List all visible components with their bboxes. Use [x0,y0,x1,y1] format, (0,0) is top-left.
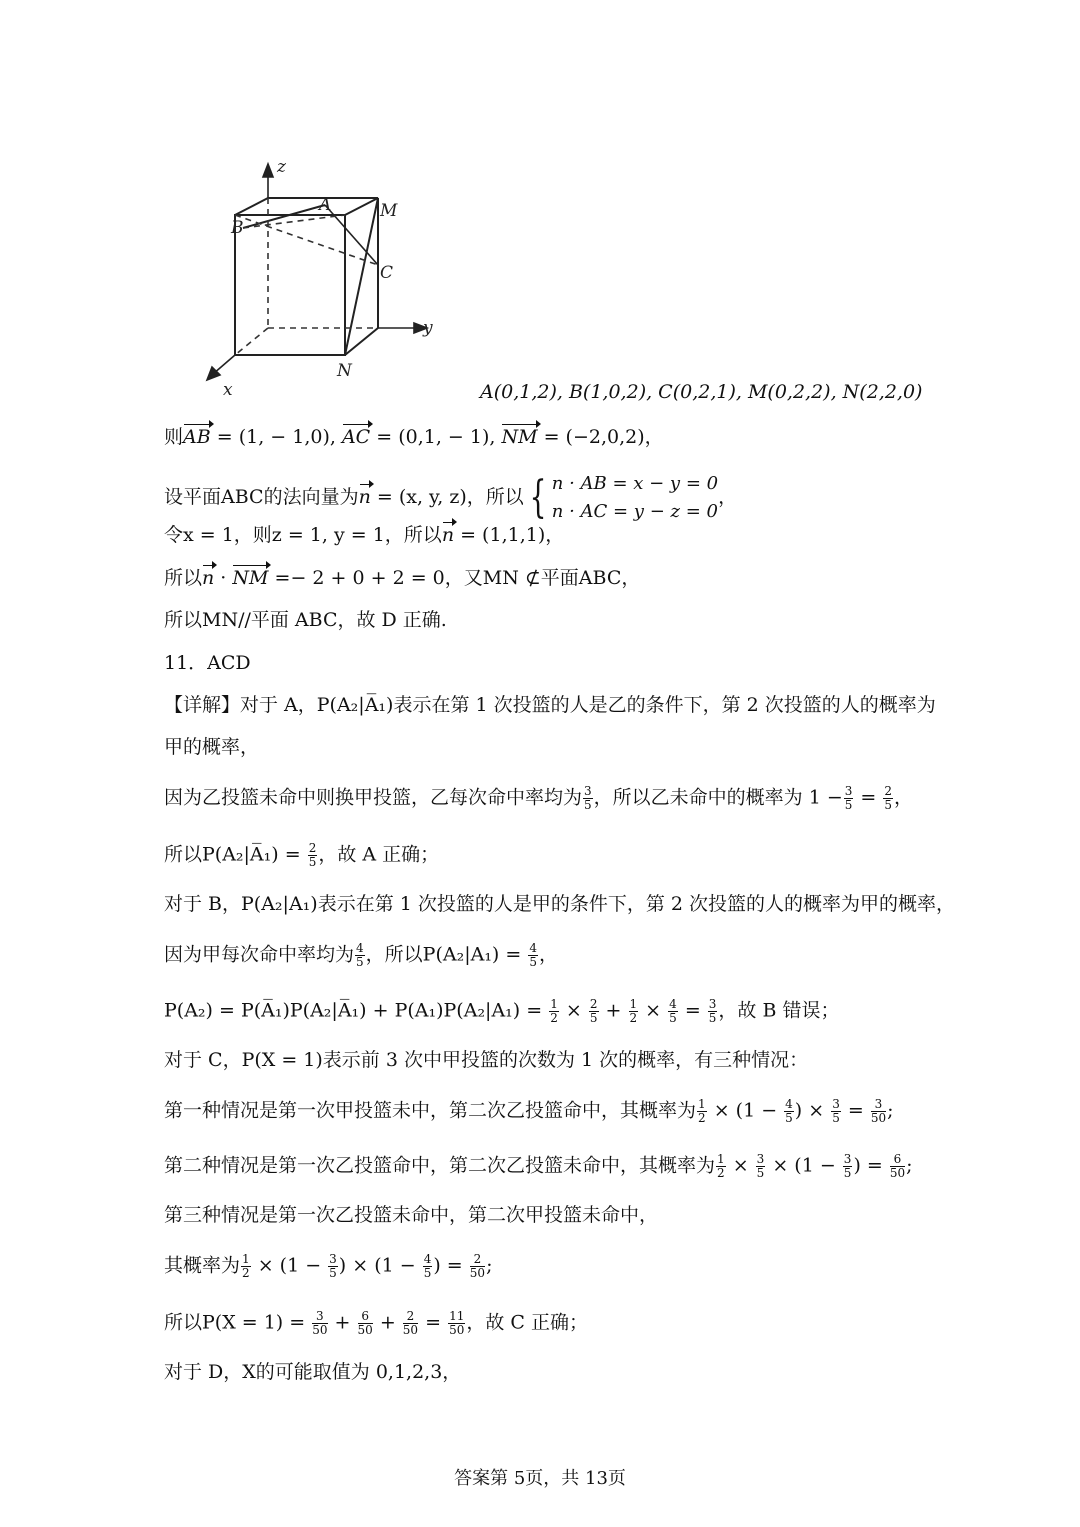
yi-miss-line: 因为乙投篮未命中则换甲投篮，乙每次命中率均为 $\frac{3}{5}$ ，所以乙未命中的概率为 1 − $\frac{3}{5}$ = $\frac{2}{5}$ ， [164,784,914,812]
x-axis-label: x [223,380,233,400]
conclusion-d-line: 所以MN//平面 ABC，故 D 正确. [164,609,447,631]
question-11-answer: 11．ACD [164,652,251,674]
detail-a-cont: 甲的概率， [164,736,260,758]
case-two-line: 第二种情况是第一次乙投篮命中，第二次乙投篮未命中，其概率为 $\frac{1}{2}$ × $\frac{3}{5}$ × (1 − $\frac{3}{5}$ ) = $\frac{6}{50}$ ; [164,1152,913,1180]
segment-ba [243,205,325,228]
point-label-n: N [337,361,352,381]
point-label-a: A [319,195,332,215]
case-one-line: 第一种情况是第一次甲投篮未中，第二次乙投篮命中，其概率为 $\frac{1}{2}$ × (1 − $\frac{4}{5}$ ) × $\frac{3}{5}$ = $\frac{3}{50}$ ; [164,1097,894,1125]
cube-top-edges [235,198,378,215]
let-x-line: 令x = 1，则z = 1, y = 1，所以n = (1,1,1)， [164,524,565,546]
point-label-b: B [231,218,244,238]
coordinates-line: A(0,1,2), B(1,0,2), C(0,2,1), M(0,2,2), N(2,2,0) [480,381,923,403]
normal-vector-line: 设平面ABC的法向量为n = (x, y, z)，所以 { n · AB = x − y = 0 n · AC = y − z = 0 ， [164,472,738,523]
dot-product-line: 所以n · NM =− 2 + 0 + 2 = 0，又MN ⊄平面ABC， [164,567,641,589]
detail-b-line: 对于 B，P(A₂|A₁)表示在第 1 次投篮的人是甲的条件下，第 2 次投篮的人的概率为甲的概率， [164,893,956,915]
jia-hit-line: 因为甲每次命中率均为 $\frac{4}{5}$ ，所以P(A₂|A₁) = $\frac{4}{5}$ ， [164,941,558,969]
y-axis-label: y [423,318,433,338]
pa2-line: P(A₂) = P(A̅₁)P(A₂|A̅₁) + P(A₁)P(A₂|A₁) = $\frac{1}{2}$ × $\frac{2}{5}$ + $\frac{1}{2}$ × $\frac{4}{5}$ = $\frac{3}{5}$ ，故 B 错误； [164,997,840,1025]
vector-line: 则AB = (1, − 1,0), AC = (0,1, − 1), NM = (−2,0,2)， [164,426,664,448]
px1-line: 所以P(X = 1) = $\frac{3}{50}$ + $\frac{6}{50}$ + $\frac{2}{50}$ = $\frac{11}{50}$ ，故 C 正确； [164,1309,588,1337]
case-three-line: 第三种情况是第一次乙投篮未命中，第二次甲投篮未命中， [164,1204,659,1226]
page-footer: 答案第 5页，共 13页 [454,1468,626,1489]
z-axis-label: z [277,157,286,177]
detail-a-line: 【详解】对于 A，P(A₂|A̅₁)表示在第 1 次投篮的人是乙的条件下，第 2 次投篮的人的概率为 [164,694,936,716]
a-correct-line: 所以P(A₂|A̅₁) = $\frac{2}{5}$ ，故 A 正确； [164,841,440,869]
cube-figure [195,150,455,400]
case-three-prob-line: 其概率为 $\frac{1}{2}$ × (1 − $\frac{3}{5}$ ) × (1 − $\frac{4}{5}$ ) = $\frac{2}{50}$ ; [164,1252,493,1280]
point-label-m: M [380,201,398,221]
detail-c-line: 对于 C，P(X = 1)表示前 3 次中甲投篮的次数为 1 次的概率，有三种情况： [164,1049,809,1071]
detail-d-line: 对于 D，X的可能取值为 0,1,2,3， [164,1361,462,1383]
cube-front-face [235,215,345,355]
point-label-c: C [380,263,394,283]
